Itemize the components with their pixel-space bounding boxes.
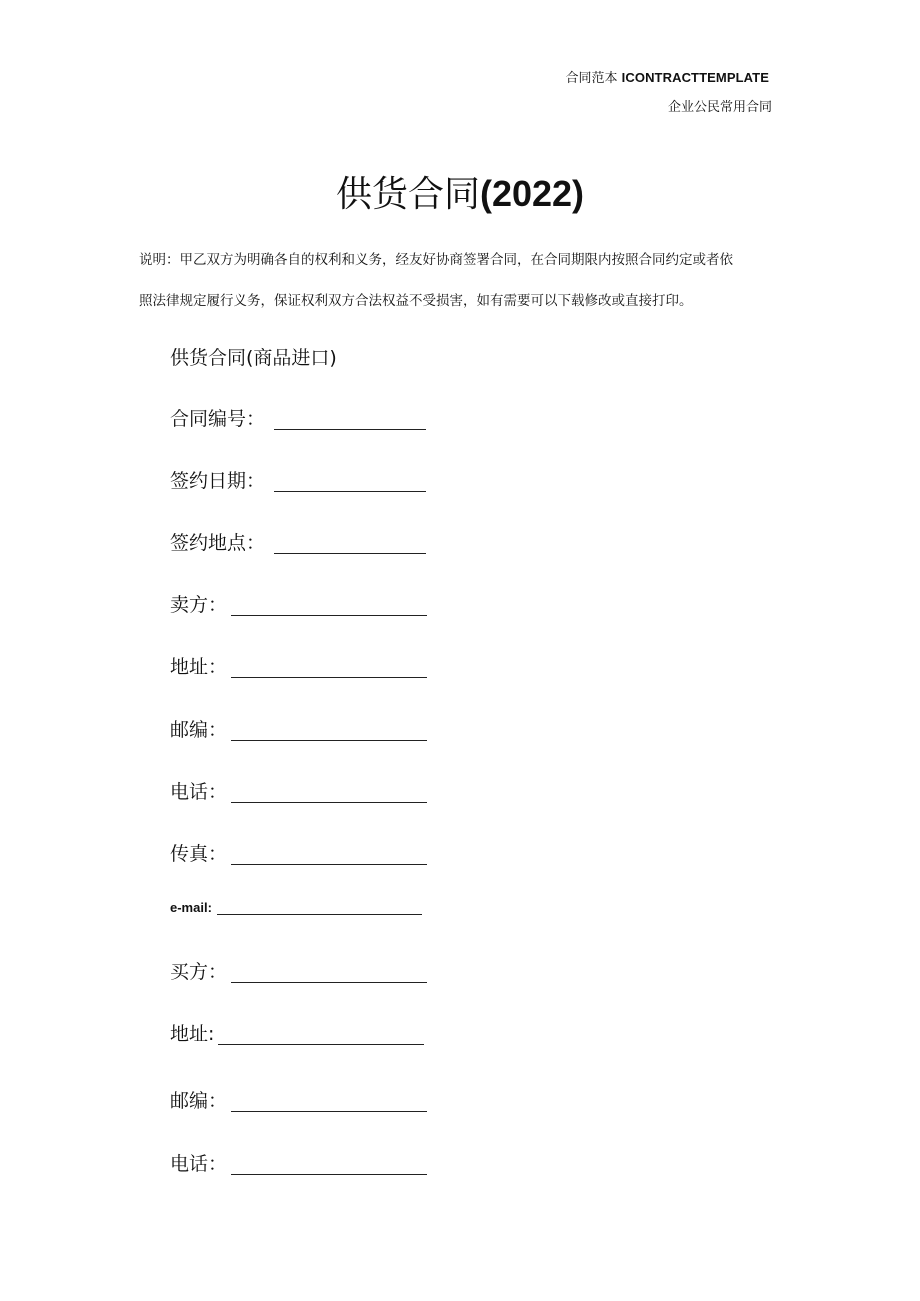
field-label: 邮编： xyxy=(170,1090,228,1112)
field-label: 买方： xyxy=(170,961,228,983)
field-seller-fax xyxy=(170,838,427,868)
field-label: 电话： xyxy=(170,1153,228,1175)
field-blank-line[interactable] xyxy=(218,1043,424,1045)
field-blank-line[interactable] xyxy=(274,552,426,554)
field-label: e-mail: xyxy=(170,900,212,915)
field-label: 合同编号： xyxy=(170,408,266,430)
document-title xyxy=(0,172,920,217)
field-seller-address xyxy=(170,651,427,681)
field-blank-line[interactable] xyxy=(231,981,427,983)
field-buyer-postcode xyxy=(170,1085,427,1115)
field-blank-line[interactable] xyxy=(217,913,422,915)
field-label: 签约日期： xyxy=(170,470,266,492)
field-label: 电话： xyxy=(170,781,228,803)
contract-subtitle: 供货合同(商品进口) xyxy=(170,347,337,369)
field-sign-date xyxy=(170,465,426,495)
field-buyer xyxy=(170,956,427,986)
description-line-2: 照法律规定履行义务，保证权利双方合法权益不受损害，如有需要可以下载修改或直接打印。 xyxy=(139,293,693,309)
field-blank-line[interactable] xyxy=(231,739,427,741)
document-header-line1 xyxy=(566,70,769,87)
field-label: 邮编： xyxy=(170,719,228,741)
field-sign-place xyxy=(170,527,426,557)
title-text: 供货合同 xyxy=(335,174,480,215)
header-cn-label: 合同范本 xyxy=(565,71,622,86)
field-label: 卖方： xyxy=(170,594,228,616)
title-year: (2022) xyxy=(479,173,585,214)
field-label: 签约地点： xyxy=(170,532,266,554)
field-seller-postcode xyxy=(170,714,427,744)
field-contract-number xyxy=(170,403,426,433)
field-blank-line[interactable] xyxy=(231,863,427,865)
description xyxy=(139,240,789,322)
header-en-label: ICONTRACTTEMPLATE xyxy=(621,70,769,85)
description-line-1: 说明：甲乙双方为明确各自的权利和义务，经友好协商签署合同，在合同期限内按照合同约定或者依 xyxy=(139,252,733,268)
field-blank-line[interactable] xyxy=(274,428,426,430)
field-buyer-phone xyxy=(170,1148,427,1178)
field-blank-line[interactable] xyxy=(231,801,427,803)
field-blank-line[interactable] xyxy=(274,490,426,492)
field-blank-line[interactable] xyxy=(231,676,427,678)
field-seller-phone xyxy=(170,776,427,806)
field-label: 传真： xyxy=(170,843,228,865)
field-seller xyxy=(170,589,427,619)
field-seller-email xyxy=(170,888,422,918)
field-buyer-address xyxy=(170,1018,424,1048)
field-blank-line[interactable] xyxy=(231,1173,427,1175)
field-blank-line[interactable] xyxy=(231,614,427,616)
field-blank-line[interactable] xyxy=(231,1110,427,1112)
field-label: 地址: xyxy=(170,1023,215,1045)
document-header-line2: 企业公民常用合同 xyxy=(667,100,772,115)
field-label: 地址： xyxy=(170,656,228,678)
